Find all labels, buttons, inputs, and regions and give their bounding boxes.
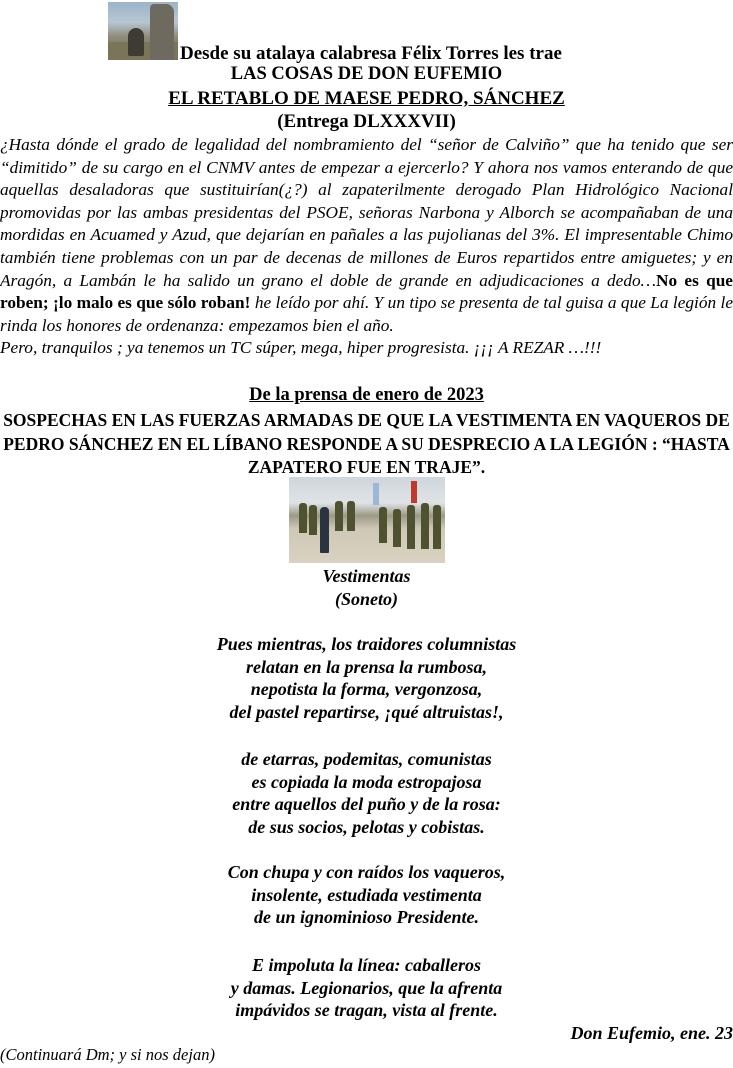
- author-photo: [108, 2, 178, 60]
- intro-text-before: ¿Hasta dónde el grado de legalidad del nombramiento del “señor de Calviño” que ha tenido que ser “dimitido” de su cargo en el CNMV antes de empezar a ejercerlo? Y ahora nos vamos enterando de que aquellas desaladoras que sustituirían(¿?) al zapaterilmente derogado Plan Hidrológico Nacional promovidas por las ambas presidentas del PSOE, señoras Narbona y Alborch se acompañaban de una mordidas en Acuamed y Azud, que dejarían en pañales a las pujolianas del 3%. El impresentable Chimo también tiene problemas con un par de decenas de millones de Euros repartidos entre amiguetes; y en Aragón, a Lambán le ha salido un grano el doble de grande en adjudicaciones a dedo…: [0, 135, 733, 290]
- poem-line: nepotista la forma, vergonzosa,: [250, 679, 483, 700]
- poem-line: E impoluta la línea: caballeros: [251, 955, 481, 975]
- poem-line: de etarras, podemitas, comunistas: [241, 749, 492, 769]
- headline-line: SOSPECHAS EN LAS FUERZAS ARMADAS DE QUE LA VESTIMENTA EN VAQUEROS DE: [3, 410, 730, 430]
- poem-line: insolente, estudiada vestimenta: [251, 884, 482, 905]
- poem-line: es copiada la moda estropajosa: [251, 771, 482, 792]
- poem-heading: [0, 565, 733, 610]
- poem-line: de sus socios, pelotas y cobistas.: [248, 816, 485, 837]
- poem-line: de un ignominioso Presidente.: [253, 907, 480, 928]
- press-headline: [0, 409, 733, 480]
- press-label: De la prensa de enero de 2023: [249, 385, 484, 405]
- intro-last-line: Pero, tranquilos ; ya tenemos un TC súper, mega, hiper progresista. ¡¡¡ A REZAR …!!!: [0, 338, 602, 358]
- poem-line: entre aquellos del puño y de la rosa:: [232, 794, 501, 815]
- poem-line: y damas. Legionarios, que la afrenta: [230, 977, 503, 998]
- poem-title: Vestimentas: [322, 566, 411, 586]
- poem-line: impávidos se tragan, vista al frente.: [235, 1000, 498, 1021]
- poem-line: Pues mientras, los traidores columnistas: [216, 634, 517, 654]
- headline-line: ZAPATERO FUE EN TRAJE”.: [247, 457, 486, 477]
- series-title: LAS COSAS DE DON EUFEMIO: [230, 64, 503, 84]
- footer-note: (Continuará Dm; y si nos dejan): [0, 1045, 215, 1064]
- header-row: [108, 2, 728, 62]
- article-title: EL RETABLO DE MAESE PEDRO, SÁNCHEZ: [168, 88, 565, 109]
- byline: Desde su atalaya calabresa Félix Torres les trae: [180, 43, 562, 64]
- headline-line: PEDRO SÁNCHEZ EN EL LÍBANO RESPONDE A SU DESPRECIO A LA LEGIÓN : “HASTA: [3, 433, 730, 454]
- poem-stanza-2: [0, 748, 733, 838]
- intro-text-after: he leído por ahí. Y un tipo se presenta de tal guisa a que La legión le rinda los honores de ordenanza: empezamos bien el año.: [0, 293, 733, 335]
- poem-line: Con chupa y con raídos los vaqueros,: [227, 862, 506, 882]
- poem-subtitle: (Soneto): [335, 588, 398, 609]
- intro-paragraph: [0, 134, 733, 360]
- poem-stanza-3: [0, 861, 733, 929]
- entry-number: (Entrega DLXXXVII): [277, 111, 456, 132]
- signature: Don Eufemio, ene. 23: [570, 1023, 733, 1043]
- poem-line: relatan en la prensa la rumbosa,: [245, 656, 488, 677]
- news-photo: [289, 477, 445, 563]
- poem-stanza-4: [0, 954, 733, 1022]
- intro-bold-quote: No es que roben; ¡lo malo es que sólo roban!: [0, 270, 733, 313]
- poem-stanza-1: [0, 633, 733, 723]
- poem-line: del pastel repartirse, ¡qué altruistas!,: [229, 701, 504, 722]
